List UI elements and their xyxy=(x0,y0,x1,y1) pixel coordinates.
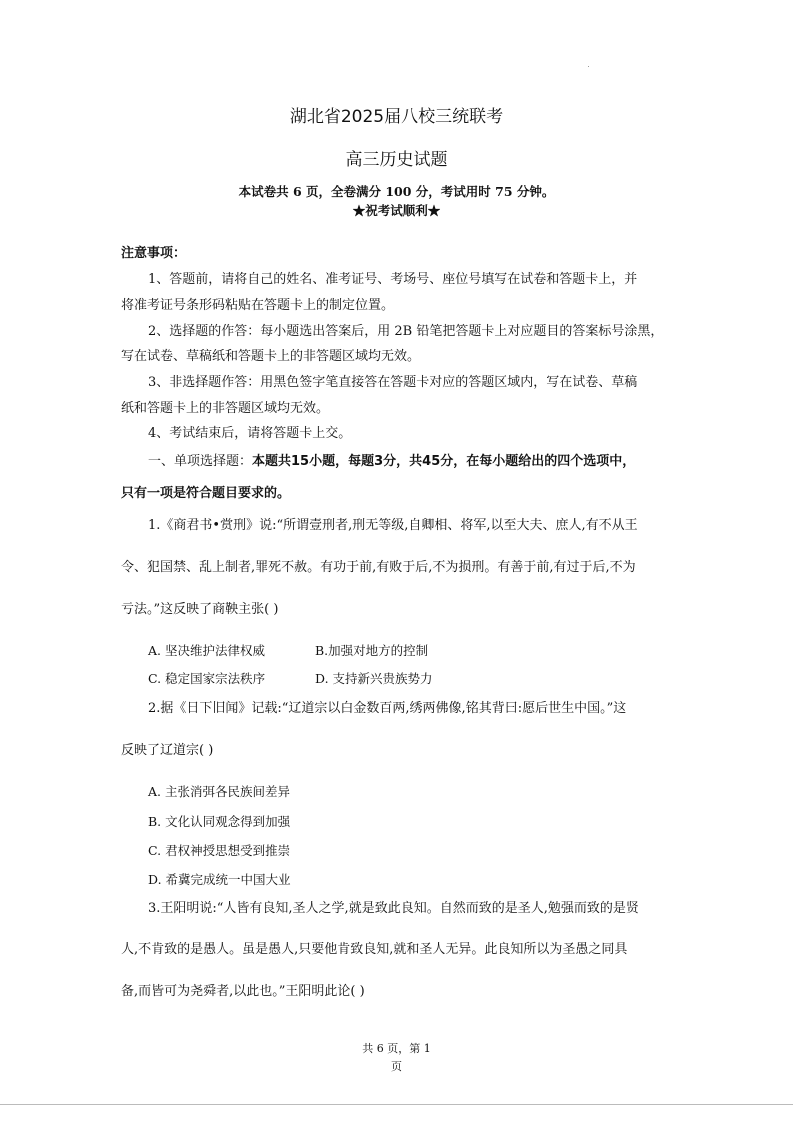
question-3-line: 备,而皆可为尧舜者,以此也。”王阳明此论( ) xyxy=(121,984,365,999)
page-footer: 共 6 页，第 1 xyxy=(362,1042,431,1055)
question-1-line: 1.《商君书•赏刑》说:“所谓壹刑者,刑无等级,自卿相、将军,以至大夫、庶人,有不从王 xyxy=(148,518,638,533)
question-1-option-d: D. 支持新兴贵族势力 xyxy=(315,671,433,686)
exam-blessing: ★祝考试顺利★ xyxy=(352,203,441,218)
scan-dot xyxy=(588,66,589,67)
question-3-line: 人,不肯致的是愚人。虽是愚人,只要他肯致良知,就和圣人无异。此良知所以为圣愚之同具 xyxy=(121,942,628,957)
section-number: 一、单项选择题： xyxy=(148,454,253,469)
question-1-line: 令、犯国禁、乱上制者,罪死不赦。有功于前,有败于后,不为损刑。有善于前,有过于后,不为 xyxy=(121,560,636,575)
question-1-option-b: B.加强对地方的控制 xyxy=(315,643,429,658)
question-2-line: 2.据《日下旧闻》记载:“辽道宗以白金数百两,绣两佛像,铭其背曰:愿后世生中国。”这 xyxy=(148,701,627,716)
notice-line: 将准考证号条形码粘贴在答题卡上的制定位置。 xyxy=(121,298,395,313)
page-footer-cont: 页 xyxy=(391,1060,402,1073)
notice-line: 纸和答题卡上的非答题区域均无效。 xyxy=(121,401,330,416)
notice-line: 1、答题前，请将自己的姓名、准考证号、考场号、座位号填写在试卷和答题卡上，并 xyxy=(148,272,638,287)
question-1-option-c: C. 稳定国家宗法秩序 xyxy=(148,671,266,686)
section-description-cont: 只有一项是符合题目要求的。 xyxy=(121,486,291,501)
notice-line: 4、考试结束后，请将答题卡上交。 xyxy=(148,426,352,441)
page-bottom-divider xyxy=(0,1104,793,1105)
question-2-option-d: D. 希冀完成统一中国大业 xyxy=(148,872,291,887)
question-2-option-b: B. 文化认同观念得到加强 xyxy=(148,814,291,829)
notice-line: 3、非选择题作答：用黑色签字笔直接答在答题卡对应的答题区域内，写在试卷、草稿 xyxy=(148,375,638,390)
question-2-line: 反映了辽道宗( ) xyxy=(121,743,214,758)
section-heading xyxy=(148,450,635,469)
exam-title: 湖北省2025届八校三统联考 xyxy=(289,107,504,127)
notice-line: 写在试卷、草稿纸和答题卡上的非答题区域均无效。 xyxy=(121,349,421,364)
question-1-line: 亏法。”这反映了商鞅主张( ) xyxy=(121,602,279,617)
question-3-line: 3.王阳明说:“人皆有良知,圣人之学,就是致此良知。自然而致的是圣人,勉强而致的是贤 xyxy=(148,901,639,916)
notice-line: 2、选择题的作答：每小题选出答案后，用 2B 铅笔把答题卡上对应题目的答案标号涂黑， xyxy=(148,324,664,339)
question-2-option-c: C. 君权神授思想受到推崇 xyxy=(148,843,291,858)
question-1-option-a: A. 坚决维护法律权威 xyxy=(148,643,265,658)
question-2-option-a: A. 主张消弭各民族间差异 xyxy=(148,784,290,799)
exam-subtitle: 高三历史试题 xyxy=(345,150,448,170)
section-description: 本题共15小题，每题3分，共45分，在每小题给出的四个选项中， xyxy=(252,454,636,469)
exam-info: 本试卷共 6 页，全卷满分 100 分，考试用时 75 分钟。 xyxy=(238,184,555,199)
notice-title: 注意事项： xyxy=(121,246,187,261)
